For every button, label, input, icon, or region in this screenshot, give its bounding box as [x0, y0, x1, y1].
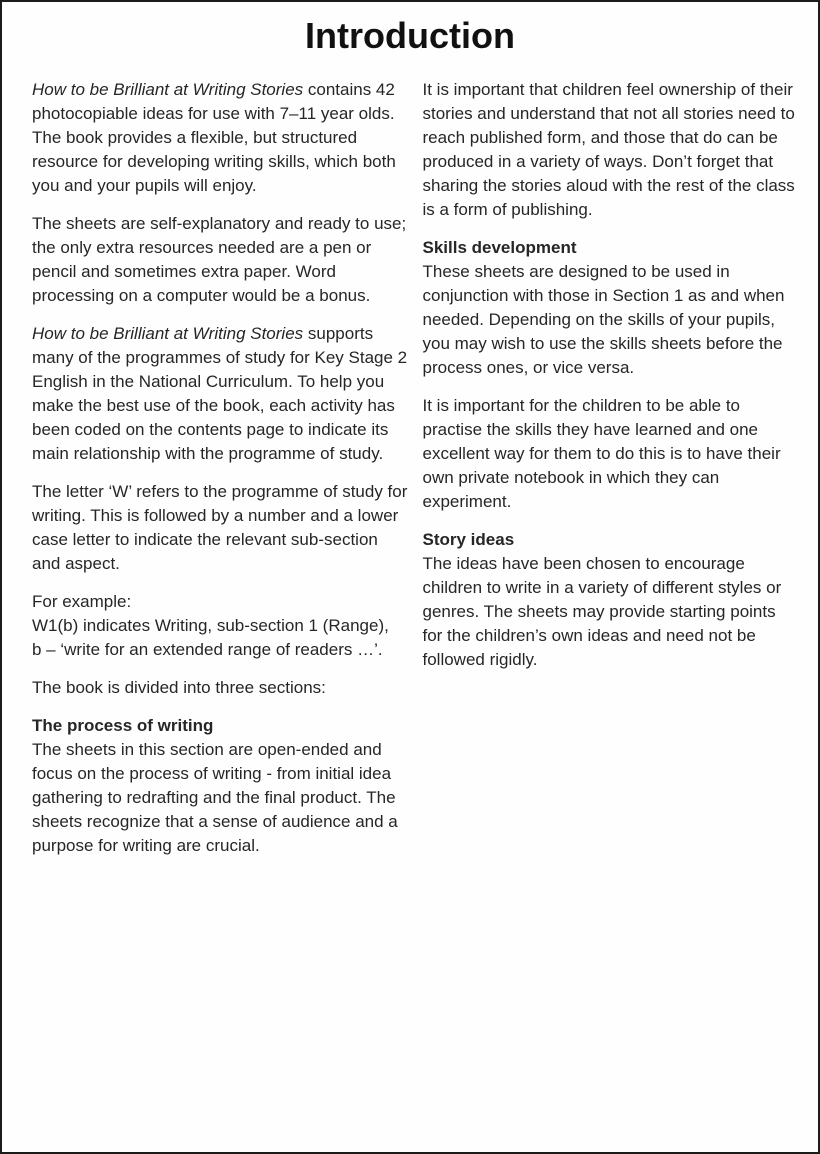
paragraph-text: How to be Brilliant at Writing Stories contains 42 photocopiable ideas for use with 7–11 year olds. The book provides a flexible, but structured resource for developing writing skills, which both you and your pupils will enjoy.	[32, 80, 396, 195]
page-title: Introduction	[305, 15, 515, 56]
paragraph-block	[423, 394, 799, 514]
section-block	[32, 714, 408, 858]
paragraph-block	[32, 78, 408, 198]
book-title-italic: How to be Brilliant at Writing Stories	[32, 80, 304, 99]
paragraph-text: The sheets are self-explanatory and ready to use; the only extra resources needed are a pen or pencil and sometimes extra paper. Word processing on a computer would be a bonus.	[32, 214, 407, 305]
paragraph-text: The sheets in this section are open-ended and focus on the process of writing - from initial idea gathering to redrafting and the final product. The sheets recognize that a sense of audience and a purpose for writing are crucial.	[32, 740, 398, 855]
two-column-layout	[2, 78, 818, 872]
section-block	[423, 528, 799, 672]
paragraph-text: These sheets are designed to be used in conjunction with those in Section 1 as and when needed. Depending on the skills of your pupils, you may wish to use the skills sheets before the process ones, or vice versa.	[422, 262, 785, 377]
paragraph-block	[32, 480, 408, 576]
right-column	[423, 78, 799, 872]
section-block	[423, 236, 799, 380]
section-heading: The process of writing	[32, 716, 214, 735]
paragraph-block	[32, 676, 408, 700]
paragraph-text: The letter ‘W’ refers to the programme of study for writing. This is followed by a number and a lower case letter to indicate the relevant sub-section and aspect.	[32, 482, 408, 573]
paragraph-text: The ideas have been chosen to encourage children to write in a variety of different styles or genres. The sheets may provide starting points for the children’s own ideas and need not be followed rigidly.	[422, 554, 782, 669]
paragraph-text: It is important for the children to be able to practise the skills they have learned and one excellent way for them to do this is to have their own private notebook in which they can experiment.	[422, 396, 781, 511]
paragraph-block	[32, 590, 408, 662]
paragraph-text: How to be Brilliant at Writing Stories supports many of the programmes of study for Key Stage 2 English in the National Curriculum. To help you make the best use of the book, each activity has been coded on the contents page to indicate its main relationship with the programme of study.	[32, 324, 408, 463]
section-heading: Skills development	[422, 238, 577, 257]
paragraph-text: For example: W1(b) indicates Writing, sub-section 1 (Range), b – ‘write for an extended range of readers …’.	[32, 592, 389, 659]
paragraph-text: It is important that children feel ownership of their stories and understand that not all stories need to reach published form, and those that do can be produced in a variety of ways. Don’t forget that sharing the stories aloud with the rest of the class is a form of publishing.	[422, 80, 795, 219]
paragraph-text: The book is divided into three sections:	[32, 678, 326, 697]
paragraph-block	[423, 78, 799, 222]
paragraph-block	[32, 212, 408, 308]
paragraph-block	[32, 322, 408, 466]
left-column	[32, 78, 408, 872]
section-heading: Story ideas	[422, 530, 515, 549]
book-title-italic: How to be Brilliant at Writing Stories	[32, 324, 304, 343]
